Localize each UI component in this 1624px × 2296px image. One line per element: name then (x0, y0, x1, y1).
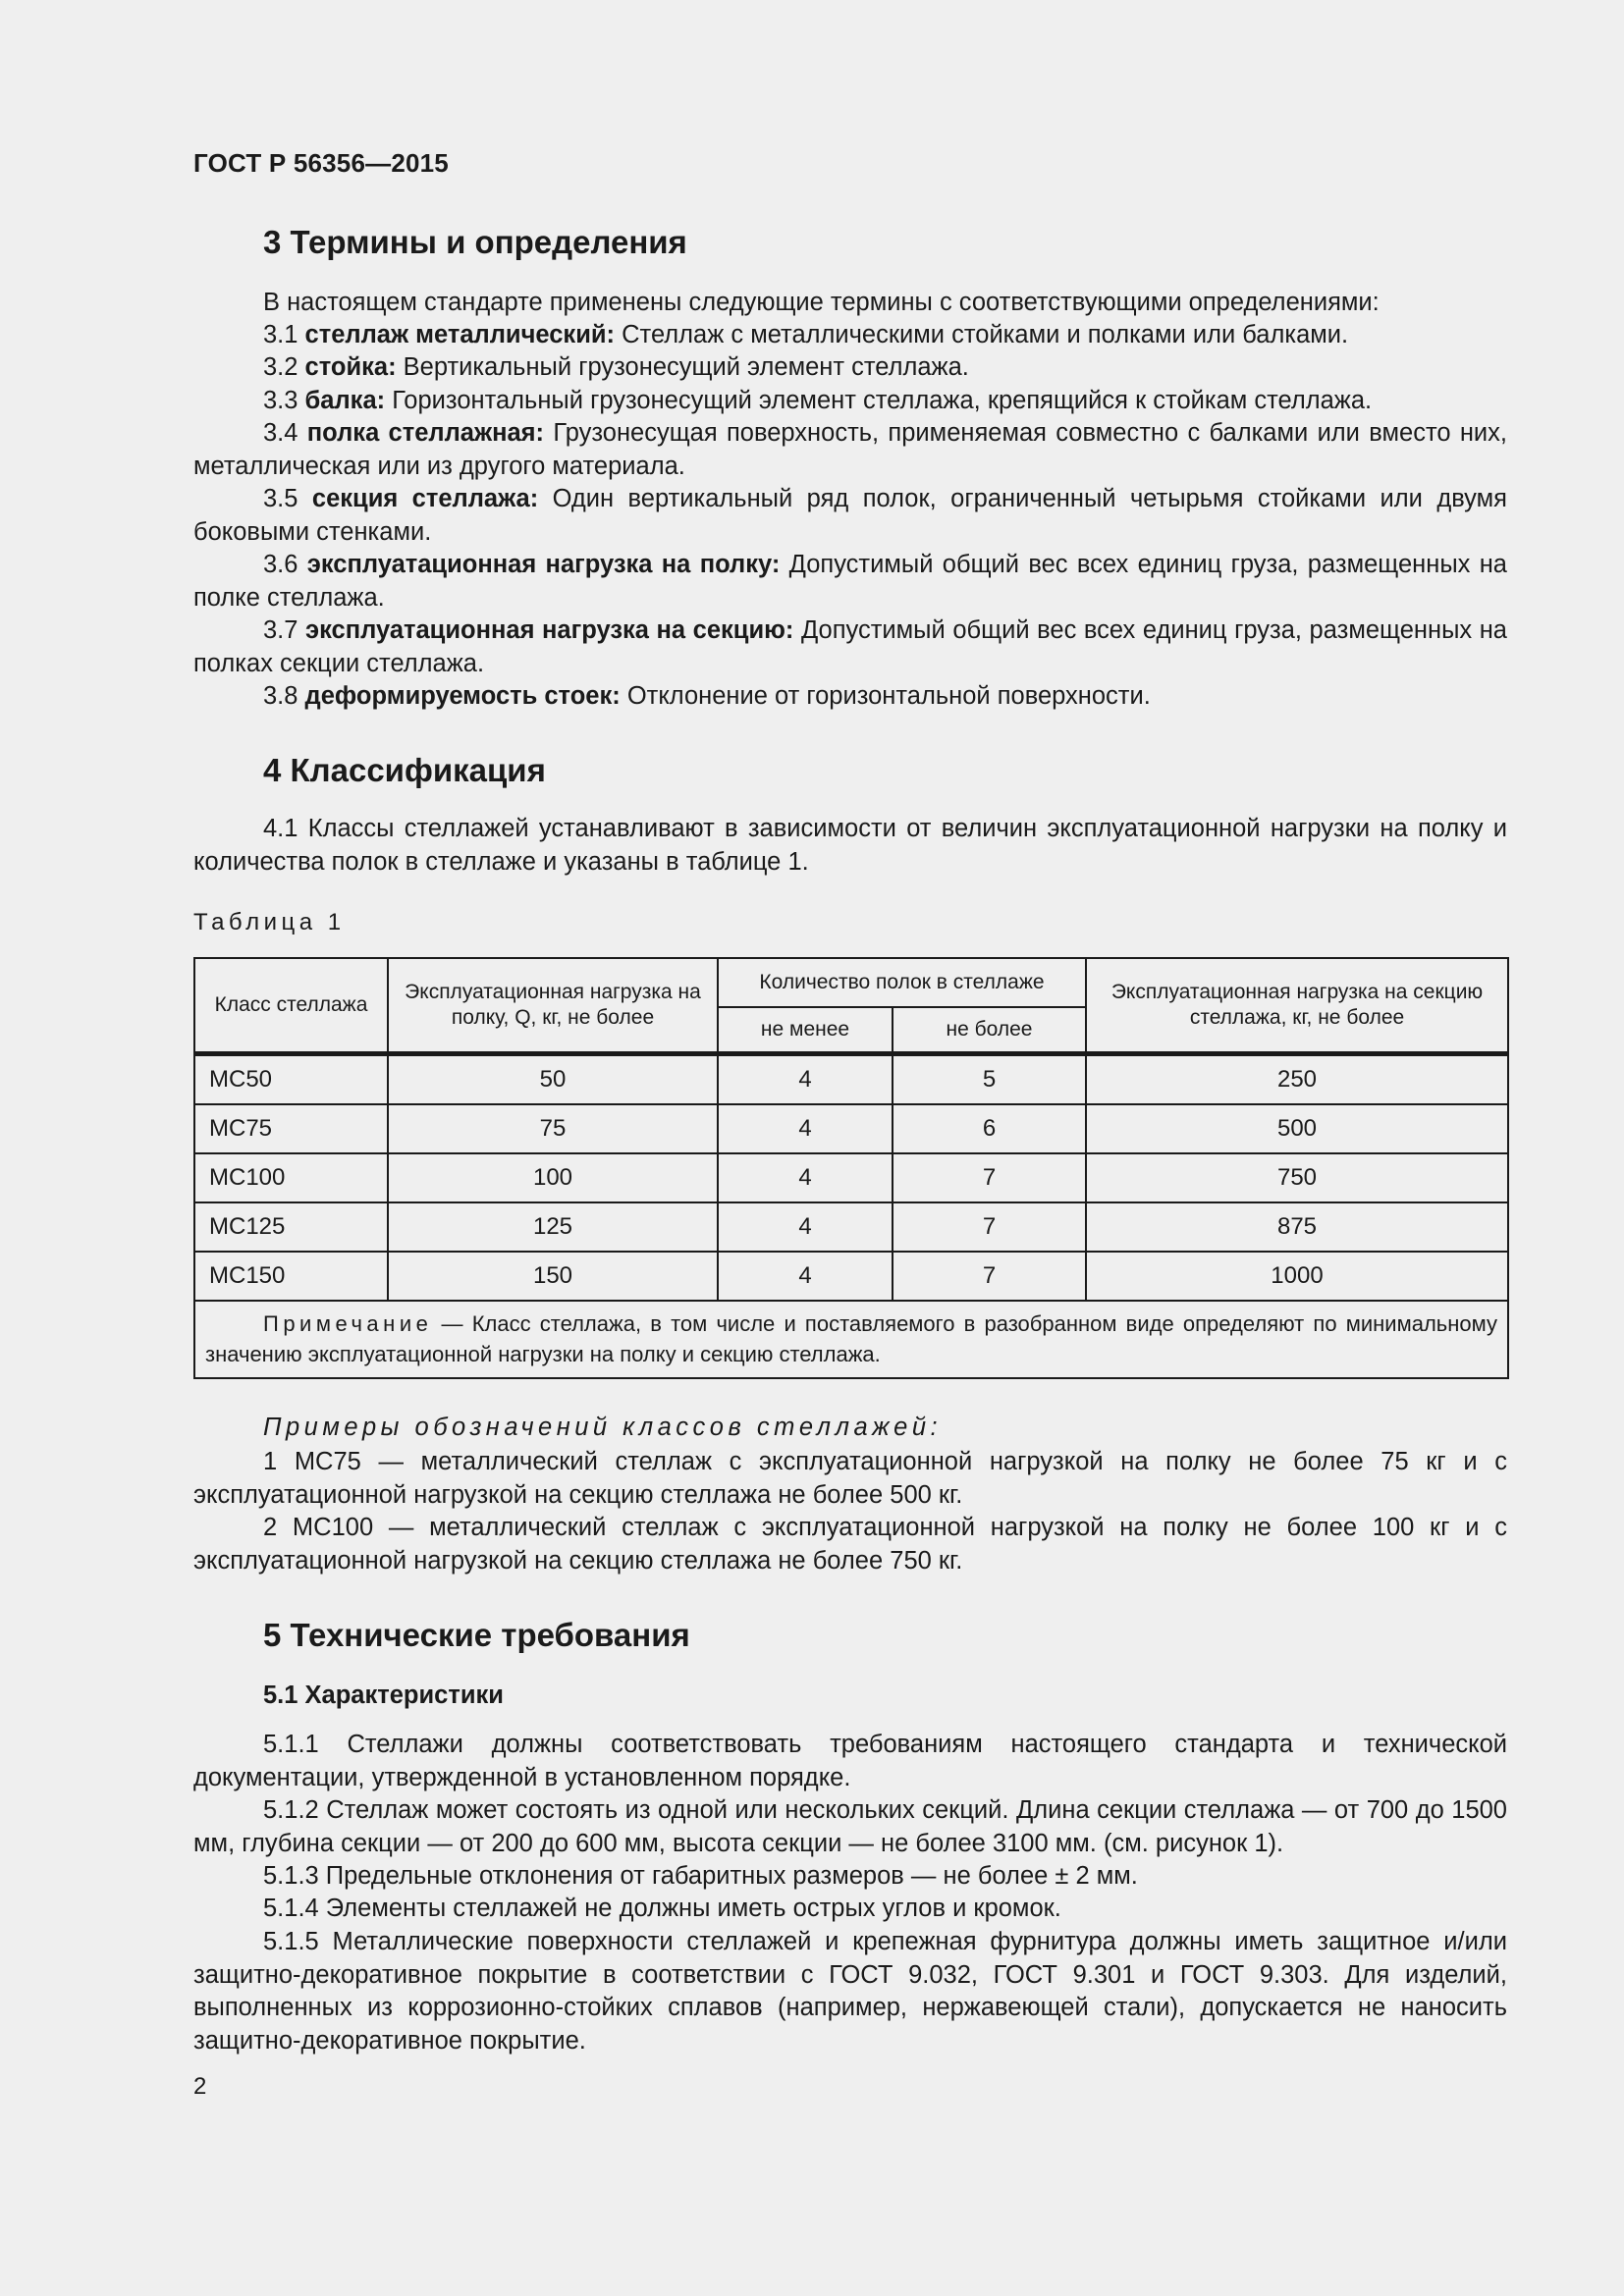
cell-class: МС50 (194, 1054, 388, 1105)
cell-max: 6 (893, 1104, 1086, 1153)
term-name: эксплуатационная нагрузка на полку: (306, 551, 781, 578)
cell-min: 4 (718, 1054, 893, 1105)
term-definition: Допустимый общий вес всех единиц груза, размещенных на полке стеллажа. (193, 551, 1507, 612)
term-name: стойка: (304, 353, 397, 381)
section-3-heading: 3 Термины и определения (263, 224, 687, 260)
term-name: стеллаж металлический: (304, 321, 616, 348)
cell-class: МС75 (194, 1104, 388, 1153)
term-definition: Отклонение от горизонтальной поверхности. (620, 682, 1151, 710)
cell-section-load: 875 (1086, 1202, 1508, 1252)
term-number: 3.3 (263, 387, 305, 414)
cell-shelf-load: 75 (388, 1104, 718, 1153)
cell-min: 4 (718, 1202, 893, 1252)
table-row (194, 1252, 1508, 1301)
header-shelf-load: Эксплуатационная нагрузка на полку, Q, кг, не более (388, 958, 718, 1054)
cell-shelf-load: 150 (388, 1252, 718, 1301)
term-3-1 (193, 319, 1507, 352)
cell-max: 5 (893, 1054, 1086, 1105)
cell-min: 4 (718, 1153, 893, 1202)
term-definition: Стеллаж с металлическими стойками и полками или балками. (615, 321, 1349, 348)
term-definition: Грузонесущая поверхность, применяемая совместно с балками или вместо них, металлическая или из другого материала. (193, 419, 1507, 480)
term-number: 3.7 (263, 616, 306, 644)
paragraph-5-1-3: 5.1.3 Предельные отклонения от габаритных размеров — не более ± 2 мм. (263, 1862, 1138, 1890)
table-label: Таблица 1 (193, 909, 346, 935)
cell-min: 4 (718, 1252, 893, 1301)
term-name: эксплуатационная нагрузка на секцию: (305, 616, 794, 644)
page-number: 2 (193, 2073, 207, 2100)
examples-title: Примеры обозначений классов стеллажей: (263, 1414, 943, 1441)
cell-class: МС100 (194, 1153, 388, 1202)
cell-section-load: 250 (1086, 1054, 1508, 1105)
term-number: 3.1 (263, 321, 305, 348)
paragraph-5-1-4: 5.1.4 Элементы стеллажей не должны иметь острых углов и кромок. (263, 1895, 1061, 1922)
term-number: 3.4 (263, 419, 307, 447)
header-section-load: Эксплуатационная нагрузка на секцию стеллажа, кг, не более (1086, 958, 1508, 1054)
classification-table (193, 957, 1509, 1379)
term-name: секция стеллажа: (311, 485, 539, 512)
cell-section-load: 500 (1086, 1104, 1508, 1153)
cell-max: 7 (893, 1252, 1086, 1301)
term-definition: Вертикальный грузонесущий элемент стеллажа. (396, 353, 969, 381)
term-definition: Горизонтальный грузонесущий элемент стеллажа, крепящийся к стойкам стеллажа. (385, 387, 1373, 414)
table-row (194, 1104, 1508, 1153)
note-text: — Класс стеллажа, в том числе и поставляемого в разобранном виде определяют по минимальному значению эксплуатационной нагрузки на полку и секцию стеллажа. (205, 1311, 1497, 1366)
cell-max: 7 (893, 1153, 1086, 1202)
example-1: 1 МС75 — металлический стеллаж с эксплуатационной нагрузкой на полку не более 75 кг и с эксплуатационной нагрузкой на секцию стеллажа не более 500 кг. (193, 1448, 1507, 1509)
cell-shelf-load: 100 (388, 1153, 718, 1202)
term-number: 3.8 (263, 682, 305, 710)
table-note (194, 1301, 1508, 1378)
document-code: ГОСТ Р 56356—2015 (193, 148, 449, 178)
term-3-5 (193, 483, 1507, 549)
example-2: 2 МС100 — металлический стеллаж с эксплуатационной нагрузкой на полку не более 100 кг и с эксплуатационной нагрузкой на секцию стеллажа не более 750 кг. (193, 1514, 1507, 1575)
cell-class: МС125 (194, 1202, 388, 1252)
subsection-5-1-heading: 5.1 Характеристики (263, 1682, 504, 1709)
cell-section-load: 1000 (1086, 1252, 1508, 1301)
table-note-row (194, 1301, 1508, 1378)
paragraph-5-1-1: 5.1.1 Стеллажи должны соответствовать требованиям настоящего стандарта и технической документации, утвержденной в установленном порядке. (193, 1731, 1507, 1791)
table-row (194, 1153, 1508, 1202)
cell-class: МС150 (194, 1252, 388, 1301)
term-name: полка стеллажная: (306, 419, 545, 447)
term-3-2 (193, 351, 1507, 385)
header-shelf-count: Количество полок в стеллаже (718, 958, 1086, 1007)
paragraph-5-1-2: 5.1.2 Стеллаж может состоять из одной или нескольких секций. Длина секции стеллажа — от 700 до 1500 мм, глубина секции — от 200 до 600 мм, высота секции — не более 3100 мм. (см. рисунок 1). (193, 1796, 1507, 1857)
paragraph-5-1-5: 5.1.5 Металлические поверхности стеллажей и крепежная фурнитура должны иметь защитное и/или защитно-декоративное покрытие в соответствии с ГОСТ 9.032, ГОСТ 9.301 и ГОСТ 9.303. Для изделий, выполненных из коррозионно-стойких сплавов (например, нержавеющей стали), допускается не наносить защитно-декоративное покрытие. (193, 1928, 1507, 2055)
header-min: не менее (718, 1007, 893, 1054)
section-3-intro: В настоящем стандарте применены следующие термины с соответствующими определениями: (263, 289, 1380, 316)
cell-shelf-load: 50 (388, 1054, 718, 1105)
paragraph-4-1: 4.1 Классы стеллажей устанавливают в зависимости от величин эксплуатационной нагрузки на полку и количества полок в стеллаже и указаны в таблице 1. (193, 815, 1507, 876)
table-row (194, 1202, 1508, 1252)
cell-shelf-load: 125 (388, 1202, 718, 1252)
term-number: 3.6 (263, 551, 307, 578)
term-definition: Один вертикальный ряд полок, ограниченный четырьмя стойками или двумя боковыми стенками. (193, 485, 1507, 546)
term-number: 3.5 (263, 485, 312, 512)
term-3-4 (193, 417, 1507, 483)
cell-max: 7 (893, 1202, 1086, 1252)
section-4-heading: 4 Классификация (263, 752, 546, 788)
term-name: деформируемость стоек: (304, 682, 621, 710)
cell-section-load: 750 (1086, 1153, 1508, 1202)
header-max: не более (893, 1007, 1086, 1054)
note-label: Примечание (263, 1311, 433, 1336)
term-3-3 (193, 385, 1507, 418)
term-3-6 (193, 549, 1507, 614)
term-definition: Допустимый общий вес всех единиц груза, размещенных на полках секции стеллажа. (193, 616, 1507, 677)
term-3-7 (193, 614, 1507, 680)
cell-min: 4 (718, 1104, 893, 1153)
term-name: балка: (304, 387, 386, 414)
term-3-8 (193, 680, 1507, 714)
section-5-heading: 5 Технические требования (263, 1617, 690, 1653)
term-number: 3.2 (263, 353, 305, 381)
table-row (194, 1054, 1508, 1105)
header-class: Класс стеллажа (194, 958, 388, 1054)
